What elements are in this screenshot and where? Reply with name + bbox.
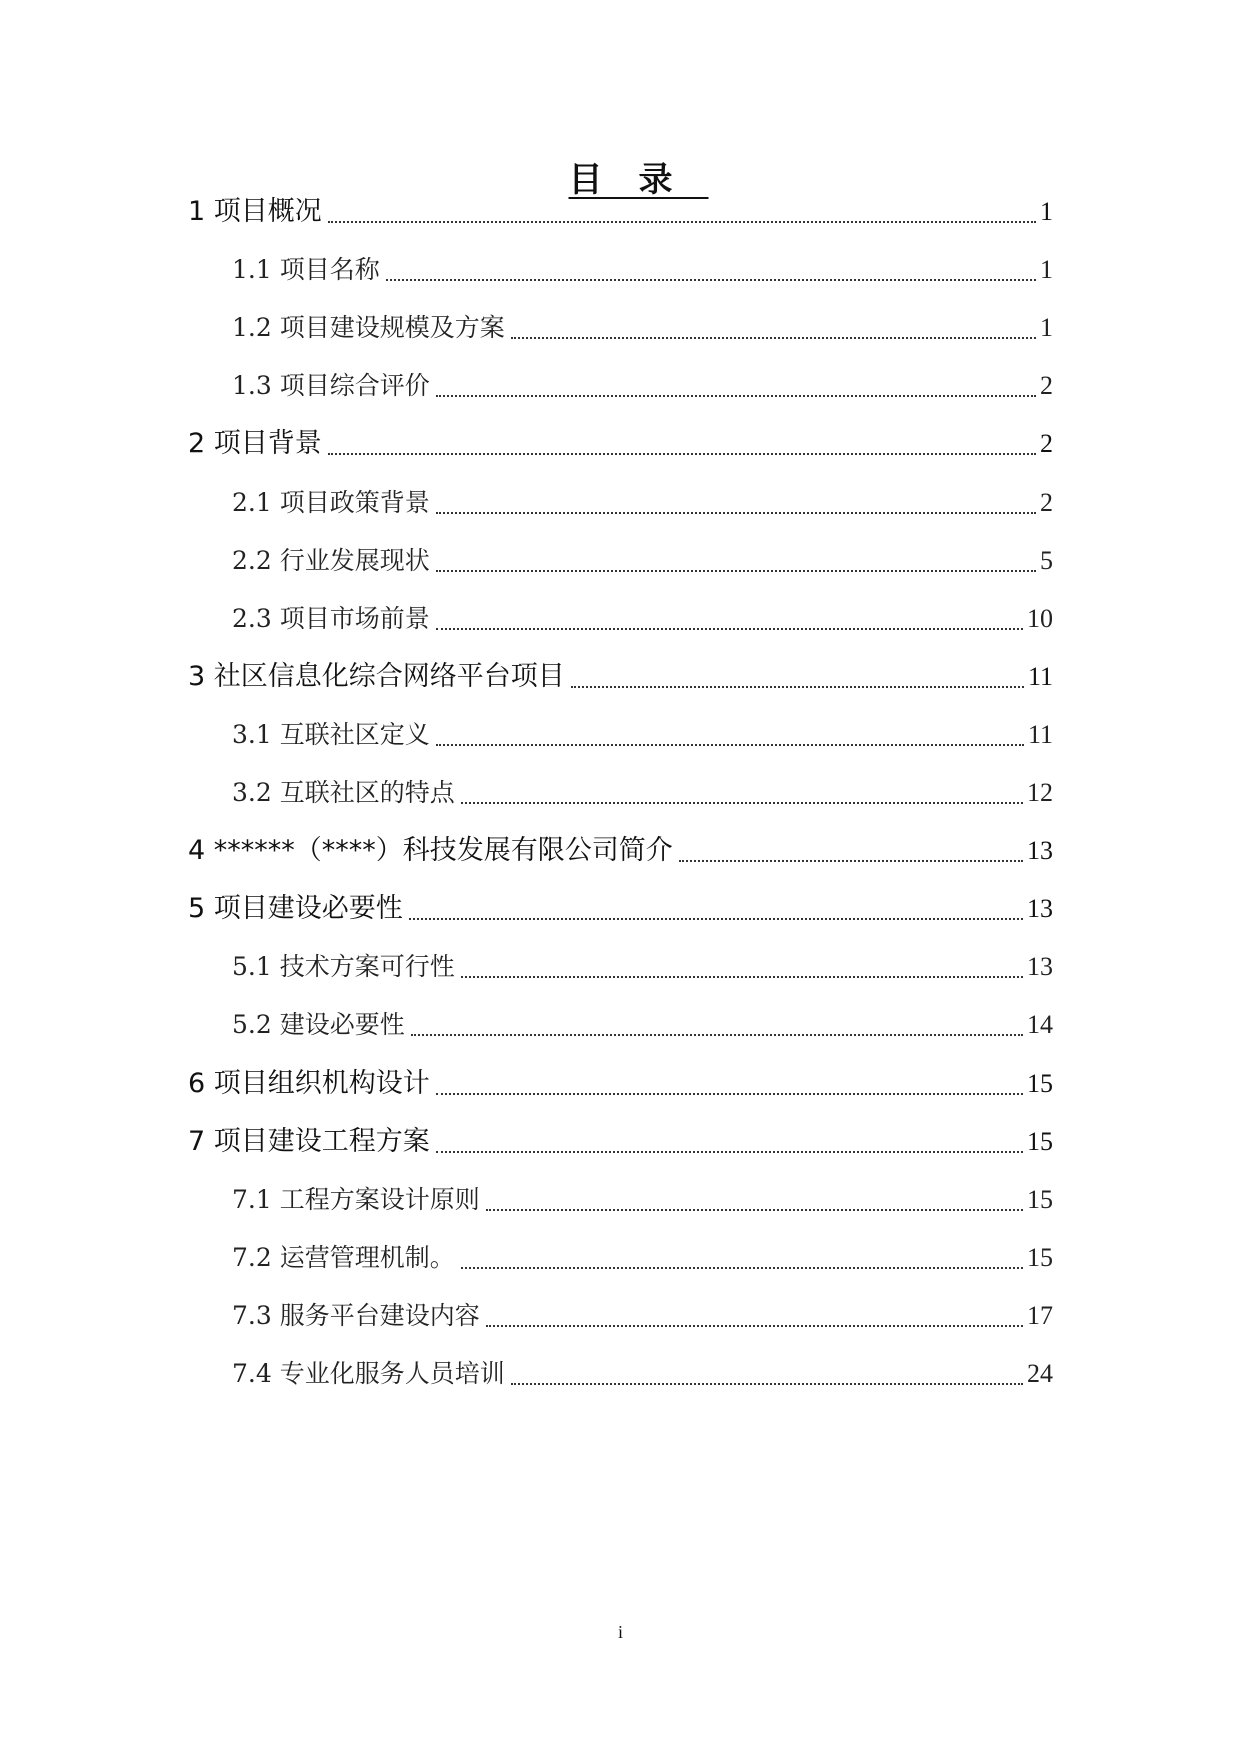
toc-leader-dots <box>571 686 1024 688</box>
toc-leader-dots <box>461 976 1023 978</box>
toc-entry-page: 11 <box>1027 662 1053 691</box>
toc-leader-dots <box>679 860 1023 862</box>
toc-entry-page: 15 <box>1027 1069 1053 1098</box>
toc-entry[interactable] <box>232 308 1053 348</box>
toc-entry[interactable] <box>188 657 1053 697</box>
toc-entry-label: 1 项目概况 <box>188 196 322 227</box>
toc-leader-dots <box>436 744 1024 746</box>
toc-entry[interactable] <box>232 1180 1053 1220</box>
toc-entry-label: 5.2 建设必要性 <box>232 1010 405 1039</box>
toc-entry-label: 1.2 项目建设规模及方案 <box>232 313 505 342</box>
toc-entry-label: 2.1 项目政策背景 <box>232 488 430 517</box>
toc-leader-dots <box>486 1209 1023 1211</box>
toc-leader-dots <box>409 918 1023 920</box>
toc-entry-label: 7.1 工程方案设计原则 <box>232 1185 480 1214</box>
toc-entry-page: 2 <box>1040 488 1053 517</box>
toc-entry-page: 15 <box>1027 1185 1053 1214</box>
toc-entry-label: 3.1 互联社区定义 <box>232 720 430 749</box>
toc-entry-page: 1 <box>1040 197 1053 226</box>
toc-entry-label: 7.2 运营管理机制。 <box>232 1243 455 1272</box>
toc-leader-dots <box>511 337 1036 339</box>
page-number: i <box>617 1622 623 1642</box>
toc-entry-label: 1.1 项目名称 <box>232 255 380 284</box>
toc-entry-page: 2 <box>1040 429 1053 458</box>
toc-entry-page: 5 <box>1040 546 1053 575</box>
toc-entry-page: 24 <box>1027 1359 1053 1388</box>
toc-leader-dots <box>436 1093 1023 1095</box>
toc-entry-label: 5.1 技术方案可行性 <box>232 952 455 981</box>
toc-entry-label: 2.2 行业发展现状 <box>232 546 430 575</box>
toc-entry-page: 15 <box>1027 1243 1053 1272</box>
toc-entry[interactable] <box>188 889 1053 929</box>
toc-entry-page: 17 <box>1027 1301 1053 1330</box>
toc-entry[interactable] <box>232 250 1053 290</box>
toc-entry[interactable] <box>232 947 1053 987</box>
toc-leader-dots <box>328 453 1036 455</box>
toc-entry[interactable] <box>188 424 1053 464</box>
toc-entry[interactable] <box>232 599 1053 639</box>
toc-entry[interactable] <box>232 773 1053 813</box>
toc-entry[interactable] <box>232 483 1053 523</box>
toc-entry-label: 3.2 互联社区的特点 <box>232 778 455 807</box>
toc-entry[interactable] <box>232 1005 1053 1045</box>
toc-leader-dots <box>436 628 1023 630</box>
toc-entry[interactable] <box>232 1296 1053 1336</box>
toc-entry-page: 14 <box>1027 1010 1053 1039</box>
toc-entry-page: 10 <box>1027 604 1053 633</box>
page-title-text: 目录 <box>568 160 709 200</box>
toc-entry-page: 2 <box>1040 371 1053 400</box>
toc-entry-label: 7.3 服务平台建设内容 <box>232 1301 480 1330</box>
toc-leader-dots <box>436 1151 1023 1153</box>
toc-leader-dots <box>436 395 1036 397</box>
toc-entry-label: 6 项目组织机构设计 <box>188 1068 430 1099</box>
toc-leader-dots <box>436 512 1036 514</box>
toc-entry[interactable] <box>232 366 1053 406</box>
toc-entry[interactable] <box>188 831 1053 871</box>
toc-leader-dots <box>511 1383 1023 1385</box>
toc-entry[interactable] <box>232 715 1053 755</box>
toc-entry-page: 1 <box>1040 313 1053 342</box>
toc-leader-dots <box>328 221 1036 223</box>
toc-entry-label: 4 ******（****）科技发展有限公司简介 <box>188 835 673 866</box>
toc-leader-dots <box>461 1267 1023 1269</box>
toc-entry-label: 5 项目建设必要性 <box>188 893 403 924</box>
toc-entry[interactable] <box>232 1354 1053 1394</box>
toc-entry[interactable] <box>188 1064 1053 1104</box>
toc-entry[interactable] <box>232 541 1053 581</box>
toc-entry-page: 13 <box>1027 952 1053 981</box>
toc-entry-label: 7.4 专业化服务人员培训 <box>232 1359 505 1388</box>
toc-entry[interactable] <box>188 192 1053 232</box>
toc-entry-page: 1 <box>1040 255 1053 284</box>
toc-leader-dots <box>411 1034 1023 1036</box>
toc-entry-page: 12 <box>1027 778 1053 807</box>
toc-entry-label: 3 社区信息化综合网络平台项目 <box>188 661 565 692</box>
toc-entry-page: 13 <box>1027 836 1053 865</box>
toc-leader-dots <box>436 570 1036 572</box>
toc-leader-dots <box>386 279 1036 281</box>
toc-entry-page: 15 <box>1027 1127 1053 1156</box>
toc-leader-dots <box>486 1325 1023 1327</box>
toc-entry-label: 1.3 项目综合评价 <box>232 371 430 400</box>
toc-entry[interactable] <box>232 1238 1053 1278</box>
toc-entry-label: 2 项目背景 <box>188 428 322 459</box>
toc-entry-label: 2.3 项目市场前景 <box>232 604 430 633</box>
toc-entry[interactable] <box>188 1122 1053 1162</box>
toc-leader-dots <box>461 802 1023 804</box>
toc-entry-page: 11 <box>1027 720 1053 749</box>
toc-entry-page: 13 <box>1027 894 1053 923</box>
toc-entry-label: 7 项目建设工程方案 <box>188 1126 430 1157</box>
